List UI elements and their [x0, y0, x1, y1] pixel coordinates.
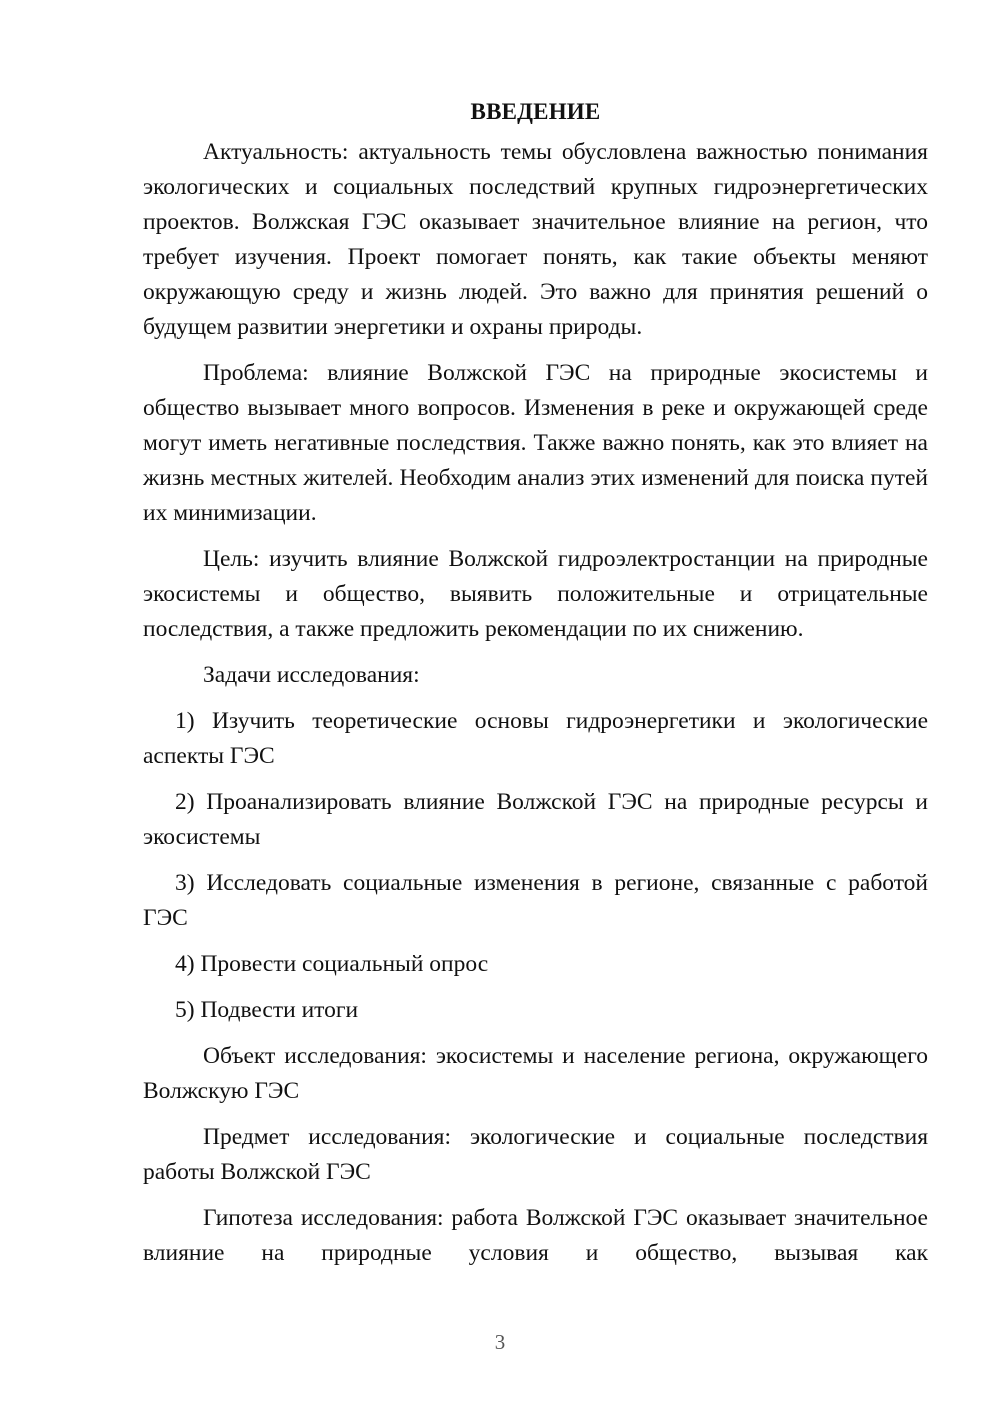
paragraph-subject: Предмет исследования: экологические и социальные последствия работы Волжской ГЭС — [143, 1124, 928, 1185]
task-item-5: 5) Подвести итоги — [175, 997, 359, 1023]
section-title: ВВЕДЕНИЕ — [470, 99, 601, 124]
paragraph-problem: Проблема: влияние Волжской ГЭС на природные экосистемы и общество вызывает много вопросов. Изменения в реке и окружающей среде могут иметь негативные последствия. Также важно понять, как это влияет на жизнь местных жителей. Необходим анализ этих изменений для поиска путей их минимизации. — [143, 360, 928, 526]
task-item-1: 1) Изучить теоретические основы гидроэнергетики и экологические аспекты ГЭС — [143, 708, 928, 769]
page-number: 3 — [494, 1330, 506, 1354]
task-item-3: 3) Исследовать социальные изменения в регионе, связанные с работой ГЭС — [143, 870, 928, 931]
task-item-4: 4) Провести социальный опрос — [175, 951, 489, 977]
paragraph-goal: Цель: изучить влияние Волжской гидроэлектростанции на природные экосистемы и общество, выявить положительные и отрицательные последствия, а также предложить рекомендации по их снижению. — [143, 546, 928, 642]
paragraph-object: Объект исследования: экосистемы и население региона, окружающего Волжскую ГЭС — [143, 1043, 928, 1104]
task-item-2: 2) Проанализировать влияние Волжской ГЭС на природные ресурсы и экосистемы — [143, 789, 928, 850]
page-content — [143, 94, 928, 1282]
paragraph-hypothesis: Гипотеза исследования: работа Волжской ГЭС оказывает значительное влияние на природные условия и общество, вызывая как — [143, 1205, 928, 1266]
tasks-heading: Задачи исследования: — [203, 662, 420, 688]
paragraph-relevance: Актуальность: актуальность темы обусловлена важностью понимания экологических и социальных последствий крупных гидроэнергетических проектов. Волжская ГЭС оказывает значительное влияние на регион, что требует изучения. Проект помогает понять, как такие объекты меняют окружающую среду и жизнь людей. Это важно для принятия решений о будущем развитии энергетики и охраны природы. — [143, 139, 928, 340]
